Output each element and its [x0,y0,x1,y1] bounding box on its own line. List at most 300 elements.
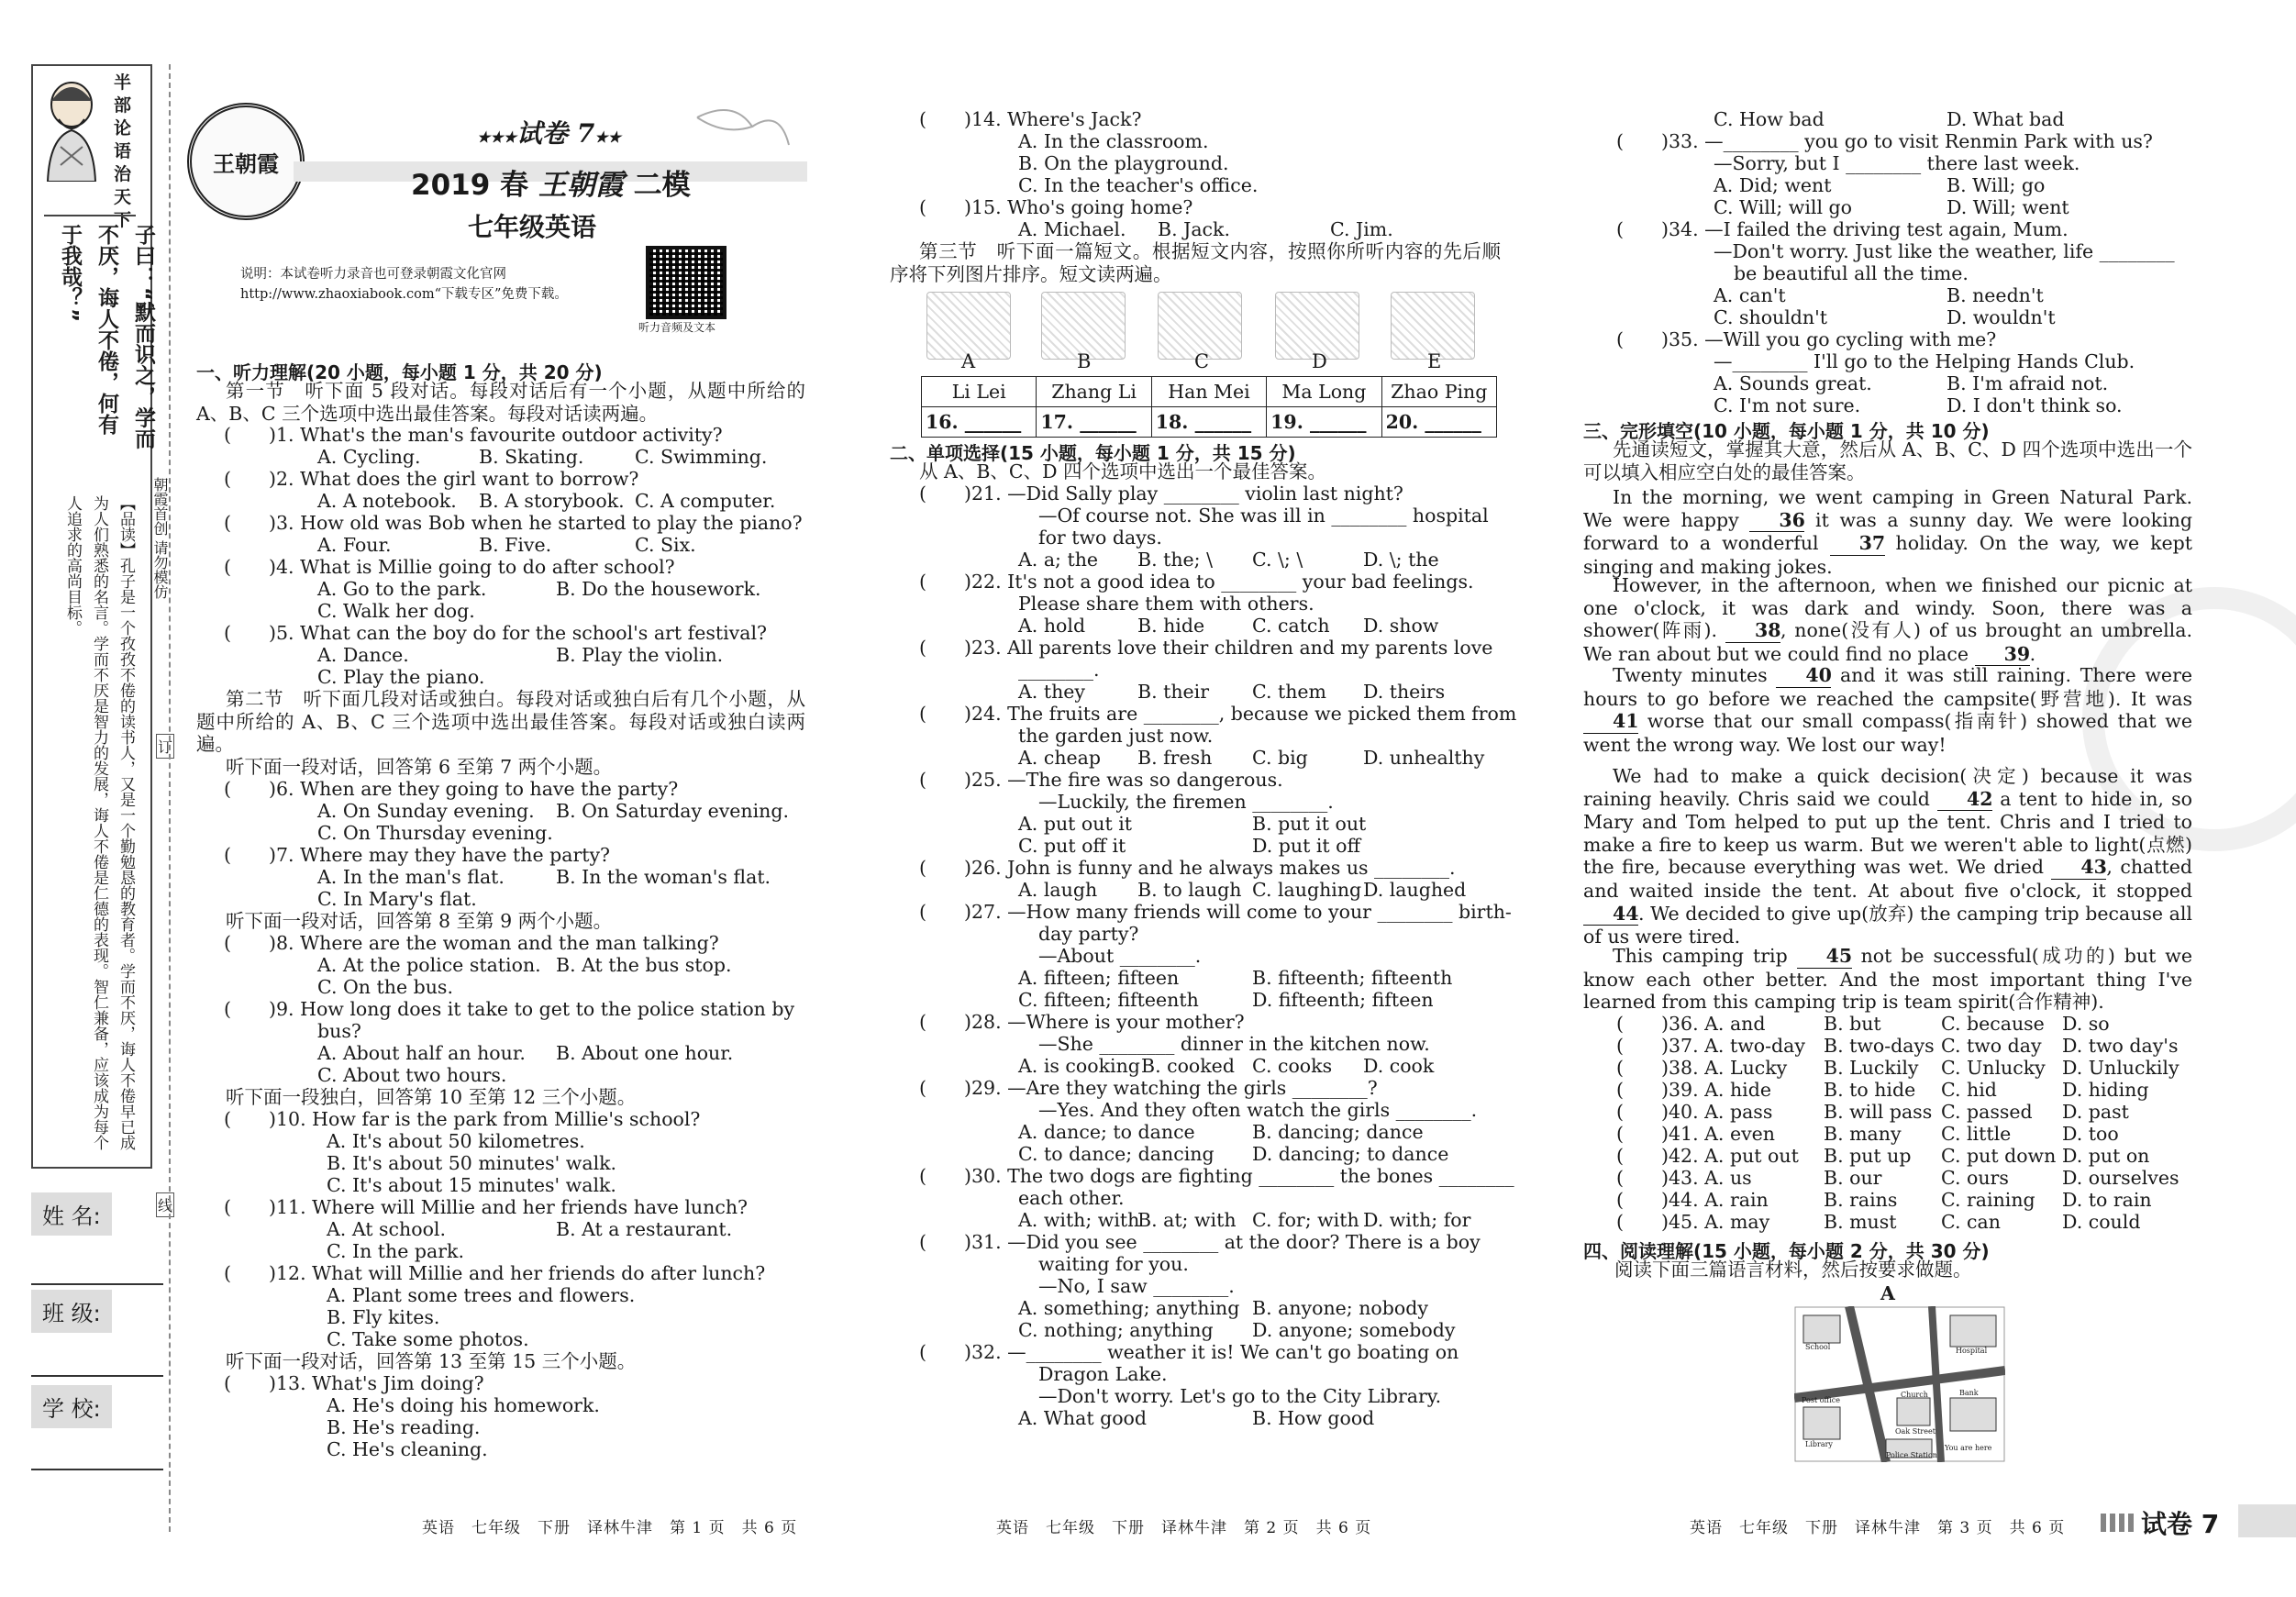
option-1b[interactable]: B. Skating. [479,446,584,468]
question-7: ( )7. Where may they have the party? [224,844,611,866]
option-26c[interactable]: C. laughing [1252,879,1362,901]
option-23a[interactable]: A. they [1018,681,1085,703]
option-28b[interactable]: B. cooked [1141,1055,1235,1077]
cloze-question-36: ( )36. A. and [1616,1013,1766,1035]
option-22d[interactable]: D. show [1363,615,1439,637]
question-29-line2: —Yes. And they often watch the girls ________. [1038,1099,1478,1121]
question-3: ( )3. How old was Bob when he started to play the piano? [224,512,803,534]
option-31d[interactable]: D. anyone; somebody [1252,1319,1456,1341]
map-label-bank: Bank [1959,1389,1979,1397]
question-35: ( )35. —Will you go cycling with me? [1616,328,1997,350]
sidebar [0,0,173,1597]
question-26: ( )26. John is funny and he always makes us ________. [919,857,1456,879]
question-12: ( )12. What will Millie and her friends do after lunch? [224,1262,766,1284]
option-28c[interactable]: C. cooks [1252,1055,1333,1077]
option-9b[interactable]: B. About one hour. [556,1042,734,1064]
school-field[interactable] [31,1453,163,1470]
cloze-text: and it was still raining. There were hours to go before we reached the campsite(野营地). It was [1583,664,2192,710]
option-14c[interactable]: C. In the teacher's office. [1018,174,1259,196]
question-8: ( )8. Where are the woman and the man talking? [224,932,719,954]
picture-c [1158,292,1242,360]
cloze-option[interactable]: C. two day [1941,1035,2042,1057]
cloze-option[interactable]: B. Luckily [1824,1057,1919,1079]
question-23: ( )23. All parents love their children and my parents love [919,637,1493,659]
section1-heading: 一、听力理解(20 小题，每小题 1 分，共 20 分) [196,361,603,383]
option-2a[interactable]: A. A notebook. [317,490,457,512]
option-29b[interactable]: B. dancing; dance [1252,1121,1424,1143]
series-text: 试卷 7 [516,118,595,149]
star-icon: ★★ [594,128,621,146]
question-1: ( )1. What's the man's favourite outdoor activity? [224,424,723,446]
option-22c[interactable]: C. catch [1252,615,1330,637]
download-note: 说明：本试卷听力录音也可登录朝霞文化官网 http://www.zhaoxiabook.com“下载专区”免费下载。 [240,267,568,302]
question-31: ( )31. —Did you see ________ at the door? There is a boy [919,1231,1481,1253]
table-name: Han Mei [1151,377,1266,407]
option-34c[interactable]: C. shouldn't [1714,306,1828,328]
picture-label-b: B [1077,350,1092,372]
question-32-line3: —Don't worry. Let's go to the City Library. [1038,1385,1442,1407]
picture-label-c: C [1194,350,1210,372]
question-31-line3: —No, I saw ________. [1038,1275,1235,1297]
option-14a[interactable]: A. In the classroom. [1018,130,1209,152]
option-25d[interactable]: D. put it off [1252,835,1361,857]
option-7a[interactable]: A. In the man's flat. [317,866,505,888]
cloze-blank-41[interactable]: 41 [1583,710,1638,734]
question-15: ( )15. Who's going home? [919,196,1193,218]
option-15b[interactable]: B. Jack. [1158,218,1230,240]
cloze-blank-42[interactable]: 42 [1937,788,1992,812]
picture-label-e: E [1427,350,1442,372]
footer-page-3: 英语 七年级 下册 译林牛津 第 3 页 共 6 页 [1690,1519,2066,1537]
cloze-question-41: ( )41. A. even [1616,1123,1775,1145]
cloze-paragraph-3 [1583,664,2192,756]
option-26b[interactable]: B. to laugh [1137,879,1242,901]
option-4c[interactable]: C. Walk her dog. [317,600,475,622]
cloze-question-37: ( )37. A. two-day [1616,1035,1805,1057]
option-27d[interactable]: D. fifteenth; fifteen [1252,989,1434,1011]
listen-6-7: 听下面一段对话，回答第 6 至第 7 两个小题。 [226,756,613,778]
footer-dots [2101,1514,2137,1532]
cloze-text: In the morning, we went camping in Green Natural Park. We were happy [1583,486,2192,531]
exam-subtitle: 七年级英语 [468,212,597,242]
option-3c[interactable]: C. Six. [635,534,696,556]
option-26a[interactable]: A. laugh [1018,879,1098,901]
option-10a[interactable]: A. It's about 50 kilometres. [327,1130,585,1152]
cloze-text: a tent to hide in, so Mary and Tom helped to put up the tent. Chris and I tried to make a fire to keep us warm. But we weren't able to light(点燃) the fire, because everything was wet. We dried [1583,787,2192,879]
cloze-option[interactable]: D. could [2062,1211,2141,1233]
question-6: ( )6. When are they going to have the party? [224,778,679,800]
cloze-option[interactable]: C. Unlucky [1941,1057,2046,1079]
part2-intro: 第二节 听下面几段对话或独白。每段对话或独白后有几个小题，从题中所给的 A、B、C 三个选项中选出最佳答案。每段对话或独白读两遍。 [196,688,805,756]
option-24c[interactable]: C. big [1252,747,1308,769]
cloze-paragraph-5 [1583,945,2192,1014]
option-33c[interactable]: C. Will; will go [1714,196,1852,218]
option-31b[interactable]: B. anyone; nobody [1252,1297,1428,1319]
option-9c[interactable]: C. About two hours. [317,1064,507,1086]
option-29c[interactable]: C. to dance; dancing [1018,1143,1215,1165]
option-30d[interactable]: D. with; for [1363,1209,1471,1231]
listen-10-12: 听下面一段独白，回答第 10 至第 12 三个小题。 [226,1086,637,1108]
option-8a[interactable]: A. At the police station. [317,954,541,976]
cloze-text: , chatted and waited inside the tent. At about five o'clock, it stopped [1583,856,2192,902]
quote-main: 子曰：“默而识之，学而不厌，诲人不倦，何有于我哉？” [58,224,155,449]
option-6c[interactable]: C. On Thursday evening. [317,822,553,844]
option-13c[interactable]: C. He's cleaning. [327,1438,488,1460]
town-map [1794,1306,2005,1462]
cloze-blank-39[interactable]: 39 [1975,643,2030,667]
option-24d[interactable]: D. unhealthy [1363,747,1485,769]
option-12b[interactable]: B. Fly kites. [327,1306,440,1328]
option-1c[interactable]: C. Swimming. [635,446,768,468]
option-32a[interactable]: A. What good [1018,1407,1148,1429]
answer-cell[interactable]: 17. ______ [1037,407,1151,438]
option-29a[interactable]: A. dance; to dance [1018,1121,1195,1143]
cloze-option[interactable]: D. ourselves [2062,1167,2180,1189]
option-33a[interactable]: A. Did; went [1714,174,1832,196]
cloze-blank-45[interactable]: 45 [1797,945,1852,969]
option-5a[interactable]: A. Dance. [317,644,409,666]
cloze-option[interactable]: C. passed [1941,1101,2033,1123]
question-27: ( )27. —How many friends will come to your ________ birth- [919,901,1512,923]
option-32b[interactable]: B. How good [1252,1407,1375,1429]
option-27a[interactable]: A. fifteen; fifteen [1018,967,1180,989]
answer-number: 20. [1385,411,1419,433]
brand-logo-text: 王朝霞 [213,150,279,177]
cloze-option[interactable]: D. two day's [2062,1035,2179,1057]
option-34d[interactable]: D. wouldn't [1947,306,2056,328]
section2-heading: 二、单项选择(15 小题，每小题 1 分，共 15 分) [890,442,1296,464]
question-25: ( )25. —The fire was so dangerous. [919,769,1283,791]
title-brand: 王朝霞 [538,169,624,202]
passage-a-label: A [1880,1282,1895,1304]
map-label-you-are-here: You are here [1945,1444,1992,1452]
cloze-option[interactable]: D. too [2062,1123,2119,1145]
option-12c[interactable]: C. Take some photos. [327,1328,529,1350]
question-30: ( )30. The two dogs are fighting ________ the bones ________ [919,1165,1514,1187]
question-9: ( )9. How long does it take to get to the police station by [224,998,795,1020]
question-34: ( )34. —I failed the driving test again, Mum. [1616,218,2069,240]
option-8c[interactable]: C. On the bus. [317,976,453,998]
option-23c[interactable]: C. them [1252,681,1326,703]
question-10: ( )10. How far is the park from Millie's school? [224,1108,701,1130]
cloze-blank-43[interactable]: 43 [2051,856,2106,880]
option-21d[interactable]: D. \; the [1363,549,1439,571]
question-29: ( )29. —Are they watching the girls ________? [919,1077,1378,1099]
cloze-text: We had to make a quick decision(决定) because it was raining heavily. Chris said we could [1583,765,2192,810]
cloze-text: . We decided to give up(放弃) the camping trip because all of us were tired. [1583,902,2192,948]
option-31a[interactable]: A. something; anything [1018,1297,1240,1319]
cloze-question-43: ( )43. A. us [1616,1167,1752,1189]
question-5: ( )5. What can the boy do for the school's art festival? [224,622,767,644]
cloze-text: This camping trip [1613,945,1788,967]
question-30-line2: each other. [1018,1187,1125,1209]
question-14: ( )14. Where's Jack? [919,108,1142,130]
cloze-question-39: ( )39. A. hide [1616,1079,1771,1101]
cloze-option[interactable]: C. ours [1941,1167,2009,1189]
answer-cell[interactable]: 19. ______ [1267,407,1381,438]
option-30b[interactable]: B. at; with [1137,1209,1237,1231]
map-label-post-office: Post office [1802,1396,1841,1404]
cloze-question-45: ( )45. A. may [1616,1211,1770,1233]
question-21-line2: —Of course not. She was ill in ________ hospital [1038,505,1489,527]
cloze-option[interactable]: B. many [1824,1123,1902,1145]
question-24: ( )24. The fruits are ________, because we picked them from [919,703,1517,725]
cloze-option[interactable]: B. our [1824,1167,1882,1189]
option-5c[interactable]: C. Play the piano. [317,666,485,688]
option-28a[interactable]: A. is cooking [1018,1055,1140,1077]
option-21a[interactable]: A. a; the [1018,549,1099,571]
question-22: ( )22. It's not a good idea to ________ your bad feelings. [919,571,1474,593]
question-27-line2: day party? [1038,923,1139,945]
question-32: ( )32. —________ weather it is! We can't go boating on [919,1341,1459,1363]
part1-intro: 第一节 听下面 5 段对话。每段对话后有一个小题，从题中所给的 A、B、C 三个选项中选出最佳答案。每段对话读两遍。 [196,380,805,425]
section4-intro: 阅读下面三篇语言材料，然后按要求做题。 [1614,1259,1972,1281]
question-2: ( )2. What does the girl want to borrow? [224,468,639,490]
cloze-option[interactable]: C. raining [1941,1189,2035,1211]
cloze-option[interactable]: D. so [2062,1013,2110,1035]
dashed-cut-line [169,64,171,1532]
option-29d[interactable]: D. dancing; to dance [1252,1143,1449,1165]
cloze-paragraph-4 [1583,765,2192,948]
question-33-line2: —Sorry, but I ________ there last week. [1714,152,2080,174]
title-suffix: 二模 [633,169,691,202]
cloze-option[interactable]: B. but [1824,1013,1881,1035]
motto-title: 半部论语治天下 [114,72,132,230]
option-34b[interactable]: B. needn't [1947,284,2044,306]
cloze-question-44: ( )44. A. rain [1616,1189,1769,1211]
table-name: Zhang Li [1037,377,1151,407]
qr-caption: 听力音频及文本 [638,321,716,334]
seal-mark-1: 订 [156,734,174,759]
cloze-question-40: ( )40. A. pass [1616,1101,1773,1123]
cloze-option[interactable]: D. put on [2062,1145,2150,1167]
picture-e [1391,292,1475,360]
cloze-blank-38[interactable]: 38 [1725,619,1780,643]
question-9-cont: bus? [317,1020,361,1042]
section3-heading: 三、完形填空(10 小题，每小题 1 分，共 10 分) [1583,420,1990,442]
option-13b[interactable]: B. He's reading. [327,1416,481,1438]
class-label: 班 级: [31,1290,112,1333]
option-24a[interactable]: A. cheap [1018,747,1101,769]
option-23d[interactable]: D. theirs [1363,681,1446,703]
map-label-hospital: Hospital [1956,1347,1988,1355]
option-11c[interactable]: C. In the park. [327,1240,464,1262]
option-15c[interactable]: C. Jim. [1330,218,1393,240]
exam-title [411,161,691,203]
option-28d[interactable]: D. cook [1363,1055,1435,1077]
option-24b[interactable]: B. fresh [1137,747,1213,769]
cloze-blank-37[interactable]: 37 [1830,532,1885,556]
option-32c[interactable]: C. How bad [1714,108,1825,130]
option-12a[interactable]: A. Plant some trees and flowers. [327,1284,636,1306]
option-11b[interactable]: B. At a restaurant. [556,1218,733,1240]
option-8b[interactable]: B. At the bus stop. [556,954,732,976]
cloze-text: it was a sunny day. We were looking forward to a wonderful [1583,508,2192,555]
picture-b [1041,292,1126,360]
option-4a[interactable]: A. Go to the park. [317,578,487,600]
map-label-oak-street: Oak Street [1895,1427,1936,1436]
footer-tag: 试卷 7 [2141,1509,2220,1539]
cloze-text: holiday. On the way, we kept singing and making jokes. [1583,532,2193,578]
title-year: 2019 春 [411,169,529,202]
cloze-option[interactable]: B. put up [1824,1145,1912,1167]
question-4: ( )4. What is Millie going to do after school? [224,556,675,578]
option-6a[interactable]: A. On Sunday evening. [317,800,535,822]
option-21b[interactable]: B. the; \ [1137,549,1213,571]
option-30a[interactable]: A. with; with [1018,1209,1140,1231]
question-23-line2: ________. [1018,659,1100,681]
cloze-option[interactable]: D. to rain [2062,1189,2152,1211]
option-35c[interactable]: C. I'm not sure. [1714,394,1861,416]
question-31-line2: waiting for you. [1038,1253,1189,1275]
cloze-option[interactable]: B. rains [1824,1189,1898,1211]
option-35a[interactable]: A. Sounds great. [1714,372,1872,394]
cloze-option[interactable]: C. hid [1941,1079,1997,1101]
option-30c[interactable]: C. for; with [1252,1209,1359,1231]
option-2c[interactable]: C. A computer. [635,490,776,512]
cloze-option[interactable]: D. past [2062,1101,2129,1123]
option-22b[interactable]: B. hide [1137,615,1205,637]
answer-number: 19. [1270,411,1303,433]
series-label [477,114,621,150]
option-10c[interactable]: C. It's about 15 minutes' walk. [327,1174,616,1196]
cloze-option[interactable]: B. must [1824,1211,1897,1233]
listen-8-9: 听下面一段对话，回答第 8 至第 9 两个小题。 [226,910,613,932]
option-23b[interactable]: B. their [1137,681,1210,703]
option-15a[interactable]: A. Michael. [1018,218,1126,240]
option-5b[interactable]: B. Play the violin. [556,644,724,666]
name-field[interactable] [31,1268,163,1285]
option-2b[interactable]: B. A storybook. [479,490,625,512]
answer-number: 18. [1155,411,1189,433]
cloze-text: , none(没有人) of us brought an umbrella. We ran about but we could find no place [1583,619,2192,665]
cloze-blank-36[interactable]: 36 [1749,509,1804,533]
picture-label-d: D [1312,350,1327,372]
star-icon: ★★★ [477,128,517,146]
cloze-paragraph-1 [1583,486,2192,578]
picture-label-a: A [961,350,976,372]
seal-mark-2: 线 [156,1192,174,1217]
cloze-option[interactable]: B. two-days [1824,1035,1935,1057]
option-32d[interactable]: D. What bad [1947,108,2065,130]
cloze-option[interactable]: C. can [1941,1211,2001,1233]
option-35b[interactable]: B. I'm afraid not. [1947,372,2109,394]
cloze-question-38: ( )38. A. Lucky [1616,1057,1788,1079]
option-13a[interactable]: A. He's doing his homework. [327,1394,600,1416]
cloze-option[interactable]: D. hiding [2062,1079,2149,1101]
question-21-line3: for two days. [1038,527,1162,549]
option-25a[interactable]: A. put out it [1018,813,1133,835]
school-label: 学 校: [31,1385,112,1428]
option-14b[interactable]: B. On the playground. [1018,152,1229,174]
answer-number: 17. [1040,411,1074,433]
option-27c[interactable]: C. fifteen; fifteenth [1018,989,1199,1011]
question-22-line2: Please share them with others. [1018,593,1314,615]
question-34-line2: —Don't worry. Just like the weather, life ________ [1714,240,2175,262]
cloze-question-42: ( )42. A. put out [1616,1145,1799,1167]
question-21: ( )21. —Did Sally play ________ violin last night? [919,482,1403,505]
option-26d[interactable]: D. laughed [1363,879,1467,901]
option-3b[interactable]: B. Five. [479,534,552,556]
option-33b[interactable]: B. Will; go [1947,174,2046,196]
cloze-paragraph-2: However, in the afternoon, when we finished our picnic at one o'clock, it was dark and windy. Soon, there was a shower(阵雨). 38, none(没有人) of us brought an umbrella. We ran about but we could find no place 39. [1583,574,2192,665]
question-28-line2: —She ________ dinner in the kitchen now. [1038,1033,1430,1055]
cloze-option[interactable]: B. to hide [1824,1079,1916,1101]
cloze-option[interactable]: D. Unluckily [2062,1057,2180,1079]
cloze-option[interactable]: B. will pass [1824,1101,1933,1123]
cloze-blank-40[interactable]: 40 [1776,664,1831,688]
question-35-line2: —________ I'll go to the Helping Hands Club. [1714,350,2135,372]
option-1a[interactable]: A. Cycling. [317,446,421,468]
option-31c[interactable]: C. nothing; anything [1018,1319,1214,1341]
option-25b[interactable]: B. put it out [1252,813,1367,835]
table-name: Zhao Ping [1381,377,1496,407]
option-7c[interactable]: C. In Mary's flat. [317,888,477,910]
option-22a[interactable]: A. hold [1018,615,1086,637]
option-7b[interactable]: B. In the woman's flat. [556,866,771,888]
cloze-option[interactable]: C. put down [1941,1145,2057,1167]
cloze-blank-44[interactable]: 44 [1583,903,1638,926]
question-25-line2: —Luckily, the firemen ________. [1038,791,1334,813]
answer-cell[interactable]: 18. ______ [1151,407,1266,438]
section2-intro: 从 A、B、C、D 四个选项中选出一个最佳答案。 [919,460,1327,482]
option-11a[interactable]: A. At school. [327,1218,446,1240]
option-6b[interactable]: B. On Saturday evening. [556,800,790,822]
answer-cell[interactable]: 20. ______ [1381,407,1496,438]
listen-13-15: 听下面一段对话，回答第 13 至第 15 三个小题。 [226,1350,637,1372]
option-35d[interactable]: D. I don't think so. [1947,394,2123,416]
cloze-option[interactable]: C. because [1941,1013,2045,1035]
question-32-line2: Dragon Lake. [1038,1363,1168,1385]
option-4b[interactable]: B. Do the housework. [556,578,761,600]
cloze-option[interactable]: C. little [1941,1123,2012,1145]
question-28: ( )28. —Where is your mother? [919,1011,1245,1033]
class-field[interactable] [31,1359,163,1377]
ordering-table [921,376,1497,438]
qr-code[interactable] [646,246,727,319]
map-label-church: Church [1901,1391,1928,1399]
question-27-line3: —About ________. [1038,945,1202,967]
option-33d[interactable]: D. Will; went [1947,196,2069,218]
question-13: ( )13. What's Jim doing? [224,1372,484,1394]
option-3a[interactable]: A. Four. [317,534,392,556]
option-34a[interactable]: A. can't [1714,284,1786,306]
question-24-line2: the garden just now. [1018,725,1214,747]
option-21c[interactable]: C. \; \ [1252,549,1303,571]
question-33: ( )33. —________ you go to visit Renmin Park with us? [1616,130,2153,152]
answer-cell[interactable]: 16. ______ [922,407,1037,438]
name-label: 姓 名: [31,1192,112,1236]
question-11: ( )11. Where will Millie and her friends have lunch? [224,1196,749,1218]
map-label-school: School [1805,1343,1831,1351]
map-label-police-station: Police Station [1886,1451,1937,1459]
section4-heading: 四、阅读理解(15 小题，每小题 2 分，共 30 分) [1583,1240,1990,1262]
section3-intro: 先通读短文，掌握其大意，然后从 A、B、C、D 四个选项中选出一个可以填入相应空白处的最佳答案。 [1583,438,2192,483]
option-25c[interactable]: C. put off it [1018,835,1126,857]
option-10b[interactable]: B. It's about 50 minutes' walk. [327,1152,617,1174]
option-9a[interactable]: A. About half an hour. [317,1042,526,1064]
commentary: 【品读】孔子是一个孜孜不倦的读书人，又是一个勤勉恳的教育者。学而不厌，诲人不倦早已成为人们熟悉的名言。学而不厌是智力的发展，诲人不倦是仁德的表现。智仁兼备，应该成为每个人追求的高尚目标。 [63,495,135,1150]
footer-bar [2238,1504,2296,1537]
picture-d [1275,292,1359,360]
question-34-line3: be beautiful all the time. [1734,262,1969,284]
option-27b[interactable]: B. fifteenth; fifteenth [1252,967,1453,989]
cloze-text: Twenty minutes [1613,664,1768,686]
confucius-portrait [40,73,103,182]
footer-page-1: 英语 七年级 下册 译林牛津 第 1 页 共 6 页 [422,1519,798,1537]
part3-intro: 第三节 听下面一篇短文。根据短文内容，按照你所听内容的先后顺序将下列图片排序。短文读两遍。 [890,240,1501,285]
cloze-text: However, in the afternoon, when we finished our picnic at one o'clock, it was dark and windy. Soon, there was a shower(阵雨). [1583,574,2192,642]
